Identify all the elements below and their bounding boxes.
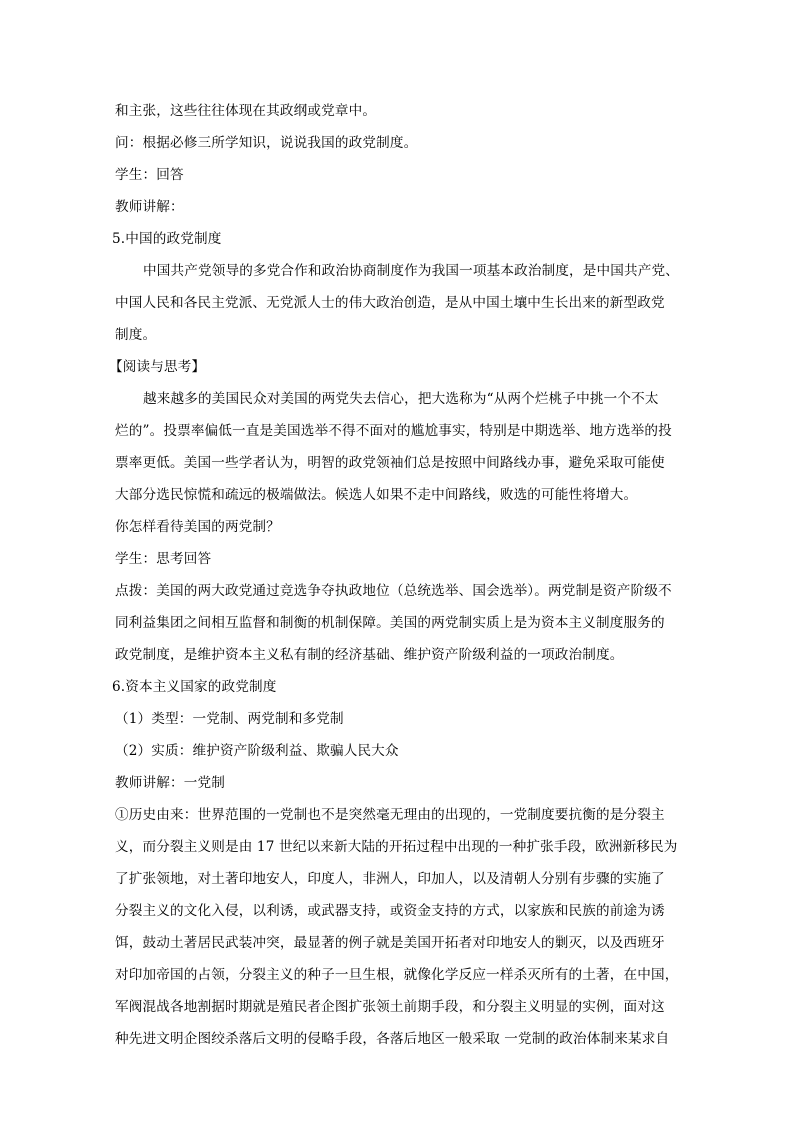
- paragraph-china-line-1: 中国共产党领导的多党合作和政治协商制度作为我国一项基本政治制度，是中国共产党、: [143, 263, 680, 279]
- section-heading-6: 6.资本主义国家的政党制度: [112, 679, 277, 695]
- history-line-3: 了扩张领地，对土著印地安人，印度人，非洲人，印加人，以及清朝人分别有步骤的实施了: [115, 871, 665, 887]
- document-page: [109, 95, 680, 1055]
- reading-thinking-heading: 【阅读与思考】: [109, 359, 206, 375]
- paragraph-china-line-2: 中国人民和各民主党派、无党派人士的伟大政治创造，是从中国土壤中生长出来的新型政党: [115, 295, 665, 311]
- text-line-1: 和主张，这些往往体现在其政纲或党章中。: [115, 103, 377, 119]
- guidance-line-3: 政党制度，是维护资本主义私有制的经济基础、维护资产阶级利益的一项政治制度。: [115, 647, 624, 663]
- student-think-line: 学生：思考回答: [115, 551, 212, 567]
- guidance-line-1: 点拨：美国的两大政党通过竞选争夺执政地位（总统选举、国会选举）。两党制是资产阶级不: [115, 583, 672, 599]
- item-essence: （2）实质：维护资产阶级利益、欺骗人民大众: [115, 743, 399, 759]
- teacher-explain-label: 教师讲解：: [115, 199, 184, 215]
- guidance-line-2: 同利益集团之间相互监督和制衡的机制保障。美国的两党制实质上是为资本主义制度服务的: [115, 615, 665, 631]
- teacher-explain-one-party: 教师讲解：一党制: [115, 775, 225, 791]
- student-answer-line: 学生：回答: [115, 167, 184, 183]
- paragraph-us-line-3: 票率更低。美国一些学者认为，明智的政党领袖们总是按照中间路线办事，避免采取可能使: [115, 455, 665, 471]
- history-line-2: 义，而分裂主义则是由 17 世纪以来新大陆的开拓过程中出现的一种扩张手段，欧洲新移民为: [115, 839, 678, 855]
- history-line-7: 军阀混战各地割据时期就是殖民者企图扩张领土前期手段，和分裂主义明显的实例，面对这: [115, 999, 665, 1015]
- question-two-party: 你怎样看待美国的两党制？: [115, 519, 280, 535]
- history-line-1: ①历史由来：世界范围的一党制也不是突然毫无理由的出现的，一党制度要抗衡的是分裂主: [115, 807, 665, 823]
- paragraph-us-line-4: 大部分选民惊慌和疏远的极端做法。候选人如果不走中间路线，败选的可能性将增大。: [115, 487, 638, 503]
- paragraph-china-line-3: 制度。: [115, 327, 157, 343]
- history-line-4: 分裂主义的文化入侵，以利诱，或武器支持，或资金支持的方式，以家族和民族的前途为诱: [115, 903, 665, 919]
- item-types: （1）类型：一党制、两党制和多党制: [115, 711, 344, 727]
- history-line-6: 对印加帝国的占领，分裂主义的种子一旦生根，就像化学反应一样杀灭所有的土著，在中国，: [115, 967, 679, 983]
- history-line-5: 饵，鼓动土著居民武装冲突，最显著的例子就是美国开拓者对印地安人的剿灭，以及西班牙: [115, 935, 665, 951]
- question-line: 问：根据必修三所学知识，说说我国的政党制度。: [115, 135, 418, 151]
- paragraph-us-line-2: 烂的”。投票率偏低一直是美国选举不得不面对的尴尬事实，特别是中期选举、地方选举的投: [115, 423, 672, 439]
- paragraph-us-line-1: 越来越多的美国民众对美国的两党失去信心，把大选称为“从两个烂桃子中挑一个不太: [143, 391, 659, 407]
- section-heading-5: 5.中国的政党制度: [112, 231, 222, 247]
- history-line-8: 种先进文明企图绞杀落后文明的侵略手段，各落后地区一般采取 一党制的政治体制来某求自: [115, 1031, 670, 1047]
